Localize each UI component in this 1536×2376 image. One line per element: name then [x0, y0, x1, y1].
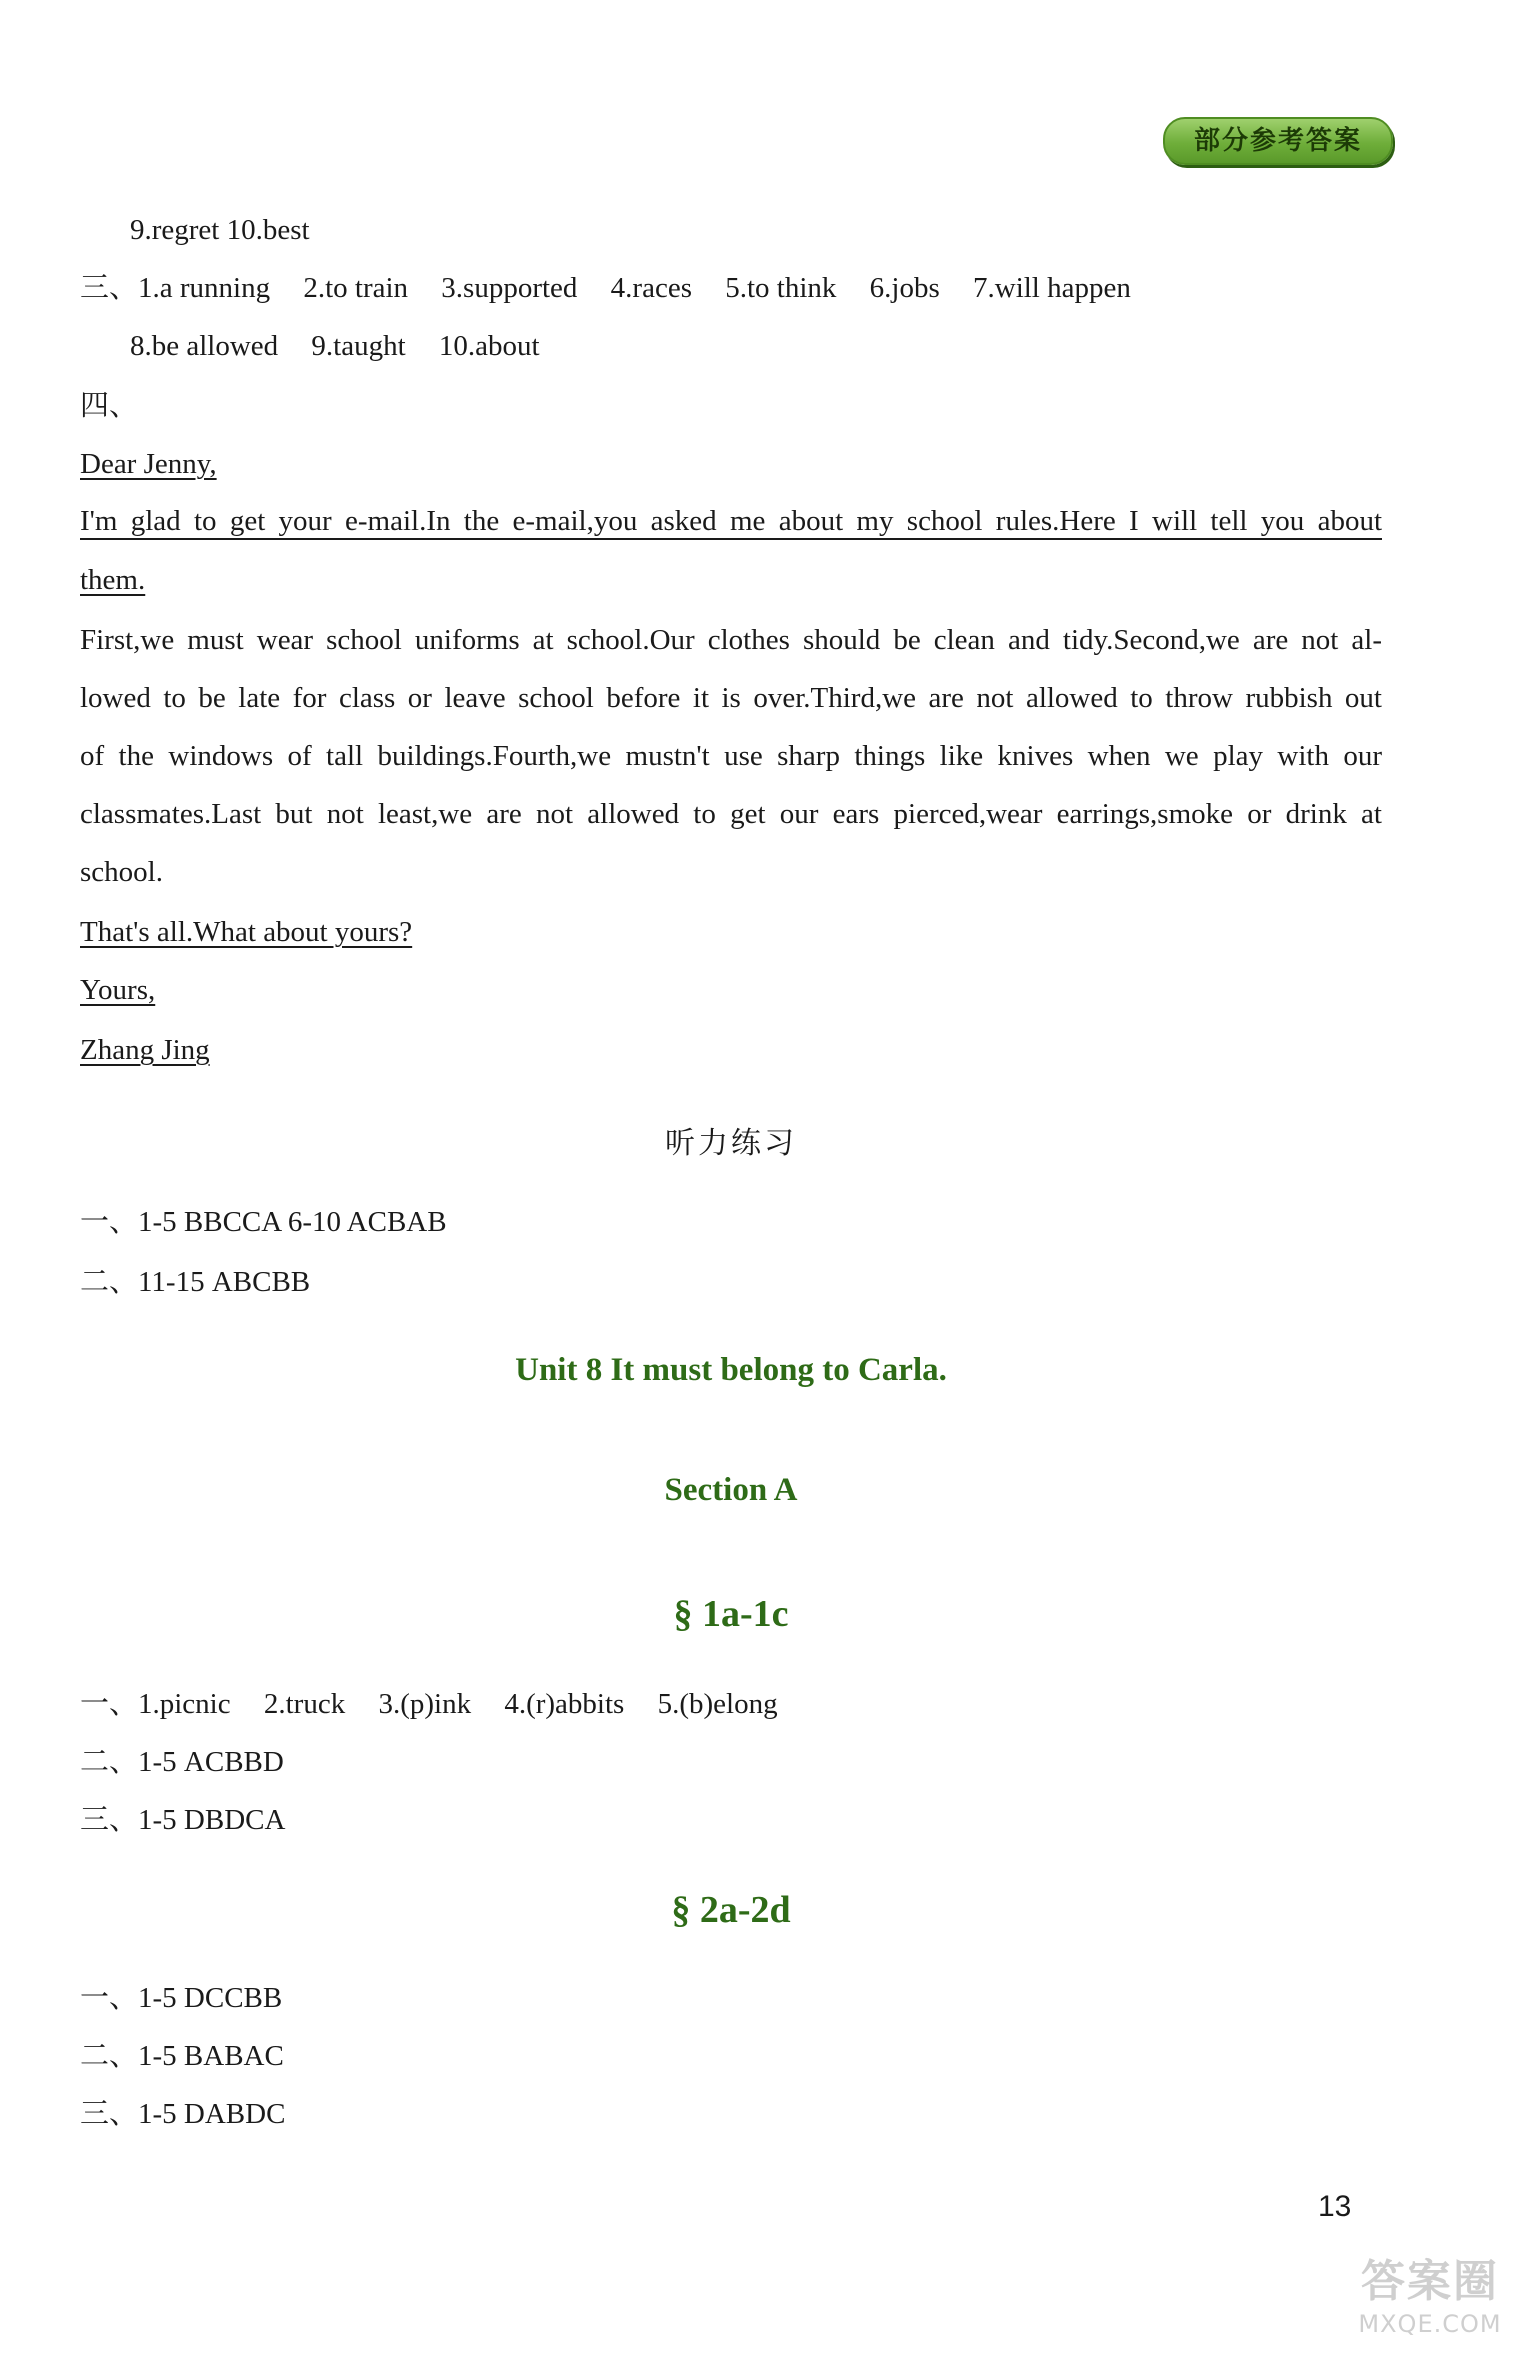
listening-heading: 听力练习: [665, 1126, 797, 1161]
answer-item: 2.to train: [303, 272, 409, 304]
section-title: Section A: [664, 1472, 798, 1508]
letter-body-line: classmates.Last but not least,we are not allowed to get our ears pierced,wear earrings,smoke or drink at: [80, 798, 1382, 830]
part1-answer-3: 三、1-5 DBDCA: [80, 1804, 286, 1836]
page-number: 13: [1318, 2190, 1352, 2223]
letter-paragraph-1-end: them.: [80, 564, 146, 596]
part-heading-1a-1c: § 1a-1c: [673, 1593, 789, 1635]
watermark-site: MXQE.COM: [1358, 2310, 1502, 2338]
letter-sign-off: Yours,: [80, 974, 156, 1006]
part2-answer-1: 一、1-5 DCCBB: [80, 1982, 283, 2014]
listening-answer-1: 一、1-5 BBCCA 6-10 ACBAB: [80, 1206, 447, 1238]
answer-item: 4.races: [610, 272, 692, 304]
answer-line-2: [80, 270, 1131, 306]
part2-answer-3: 三、1-5 DABDC: [80, 2098, 286, 2130]
answer-item: 8.be allowed: [130, 330, 279, 362]
answer-item: 3.(p)ink: [378, 1688, 472, 1720]
letter-signature: Zhang Jing: [80, 1034, 210, 1066]
answer-item: 5.(b)elong: [657, 1688, 778, 1720]
letter-body-end: school.: [80, 856, 163, 888]
answer-item: 7.will happen: [973, 272, 1131, 304]
listening-answer-2: 二、11-15 ABCBB: [80, 1266, 311, 1298]
answer-line-3: [130, 328, 540, 364]
answer-item: 9.taught: [311, 330, 406, 362]
letter-body-line: lowed to be late for class or leave school before it is over.Third,we are not allowed to throw rubbish out: [80, 682, 1382, 714]
part-heading-2a-2d: § 2a-2d: [671, 1889, 791, 1931]
letter-greeting: Dear Jenny,: [80, 448, 217, 480]
answer-item: 5.to think: [725, 272, 837, 304]
part1-answer-1: [80, 1686, 778, 1722]
watermark: [1340, 2255, 1520, 2345]
watermark-logo: 答案圈: [1361, 2256, 1499, 2307]
letter-body-line: of the windows of tall buildings.Fourth,we mustn't use sharp things like knives when we play with our: [80, 740, 1382, 772]
part1-answer-2: 二、1-5 ACBBD: [80, 1746, 284, 1778]
answer-item: 2.truck: [263, 1688, 346, 1720]
answer-item: 4.(r)abbits: [504, 1688, 625, 1720]
unit-title: Unit 8 It must belong to Carla.: [515, 1352, 947, 1388]
letter-paragraph-1: I'm glad to get your e-mail.In the e-mail,you asked me about my school rules.Here I will tell you about: [80, 504, 1382, 540]
part2-answer-2: 二、1-5 BABAC: [80, 2040, 284, 2072]
section-badge: 部分参考答案: [1163, 117, 1393, 165]
answer-item: 10.about: [438, 330, 540, 362]
answer-item: 一、1.picnic: [80, 1688, 231, 1720]
answer-item: 三、1.a running: [80, 272, 271, 304]
answer-item: 3.supported: [441, 272, 578, 304]
section-four-label: 四、: [80, 390, 139, 422]
answer-line-1: 9.regret 10.best: [130, 214, 310, 246]
letter-closing: That's all.What about yours?: [80, 916, 413, 948]
letter-body-line: First,we must wear school uniforms at school.Our clothes should be clean and tidy.Second,we are not al-: [80, 624, 1382, 656]
answer-item: 6.jobs: [869, 272, 940, 304]
